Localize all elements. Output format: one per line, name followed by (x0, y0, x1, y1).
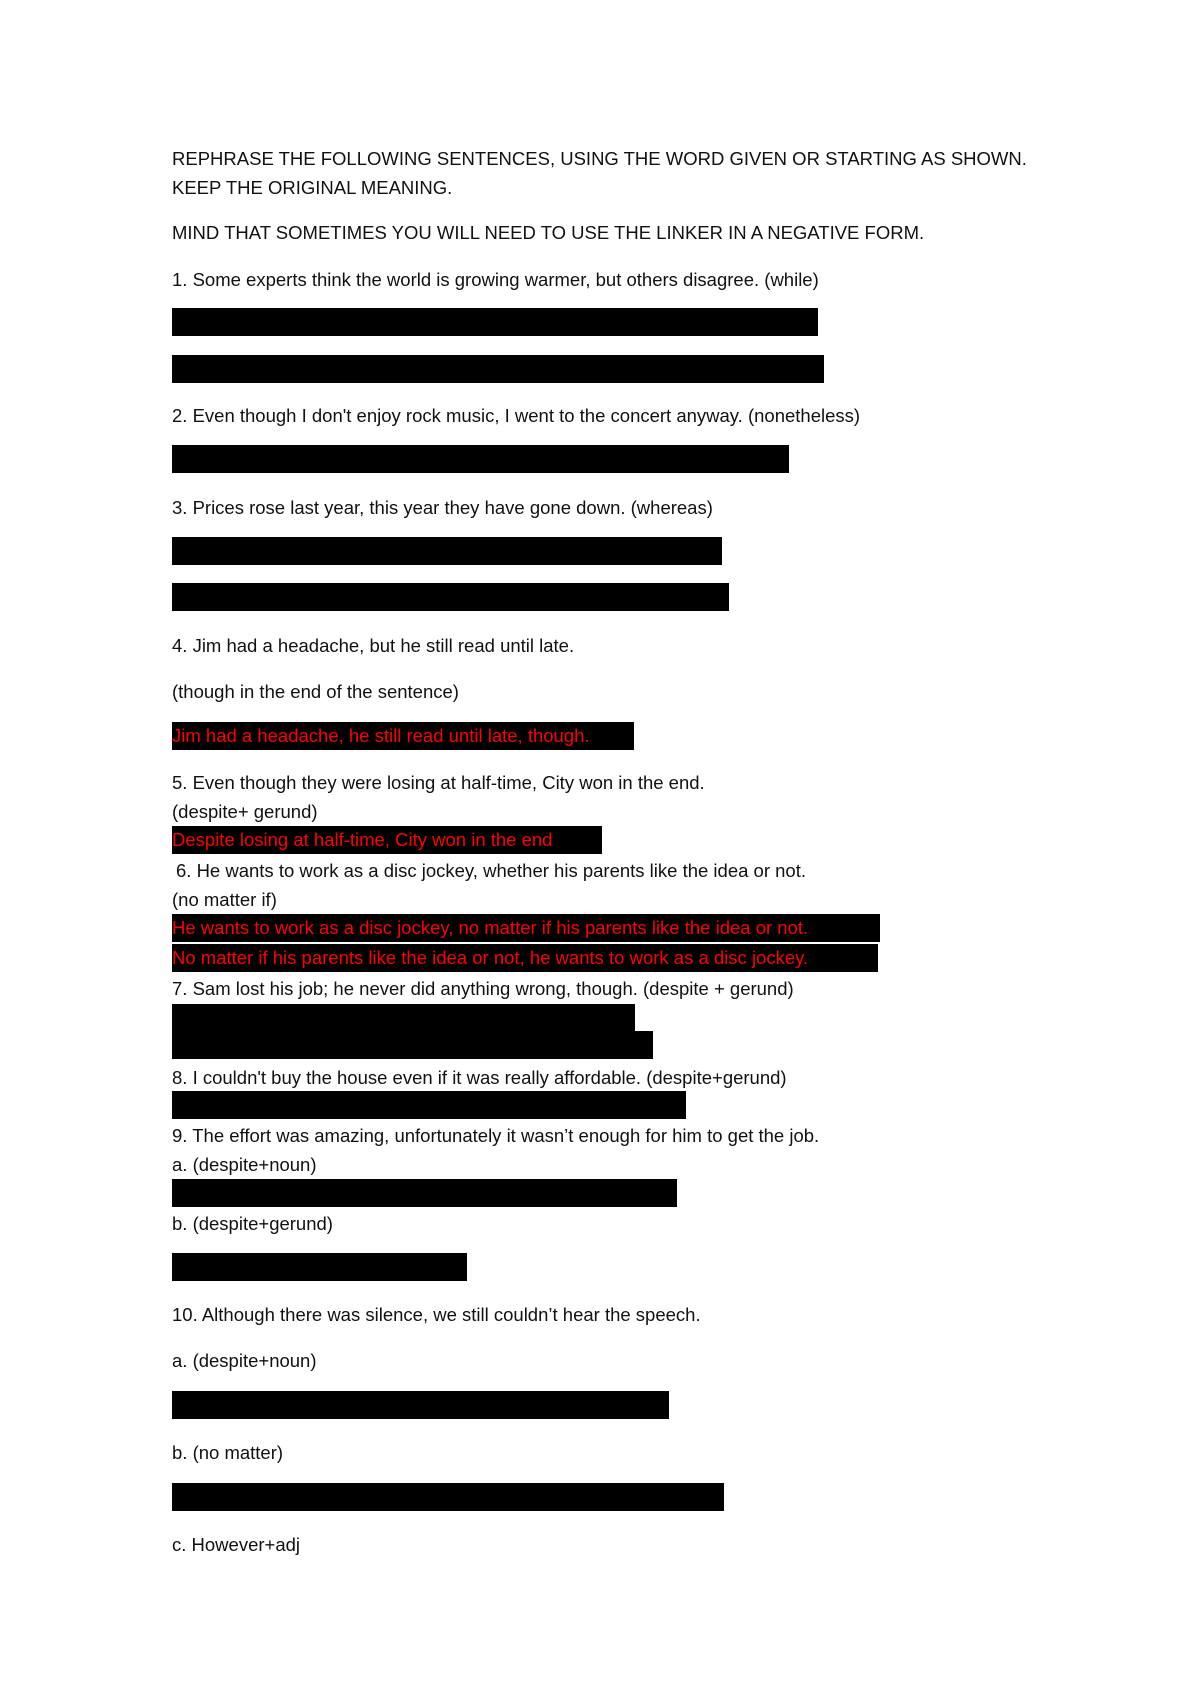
redaction-bar (172, 445, 789, 473)
redaction-bar (172, 1179, 677, 1207)
redaction-bar (172, 1091, 686, 1119)
question-7: 7. Sam lost his job; he never did anything wrong, though. (despite + gerund) (172, 978, 794, 999)
question-10c: c. However+adj (172, 1534, 301, 1555)
instruction-line-1: REPHRASE THE FOLLOWING SENTENCES, USING THE WORD GIVEN OR STARTING AS SHOWN. (172, 148, 1027, 169)
question-2: 2. Even though I don't enjoy rock music, I went to the concert anyway. (nonetheless) (172, 405, 861, 426)
question-8: 8. I couldn't buy the house even if it was really affordable. (despite+gerund) (172, 1067, 787, 1088)
redaction-bar (172, 308, 818, 336)
question-5-hint: (despite+ gerund) (172, 801, 318, 822)
question-3: 3. Prices rose last year, this year they have gone down. (whereas) (172, 497, 713, 518)
question-5: 5. Even though they were losing at half-time, City won in the end. (172, 772, 705, 793)
answer-4: Jim had a headache, he still read until late, though. (172, 722, 634, 750)
redaction-bar (172, 1004, 635, 1032)
redaction-bar (172, 1031, 653, 1059)
redaction-bar (172, 1483, 724, 1511)
question-10b: b. (no matter) (172, 1442, 284, 1463)
question-1: 1. Some experts think the world is growing warmer, but others disagree. (while) (172, 269, 819, 290)
redaction-bar (172, 583, 729, 611)
question-10a: a. (despite+noun) (172, 1350, 317, 1371)
question-9a: a. (despite+noun) (172, 1154, 317, 1175)
question-6: 6. He wants to work as a disc jockey, whether his parents like the idea or not. (176, 860, 806, 881)
answer-5: Despite losing at half-time, City won in the end (172, 826, 602, 854)
answer-6b: No matter if his parents like the idea or not, he wants to work as a disc jockey. (172, 944, 878, 972)
question-6-hint: (no matter if) (172, 889, 277, 910)
answer-6a: He wants to work as a disc jockey, no matter if his parents like the idea or not. (172, 914, 880, 942)
question-4: 4. Jim had a headache, but he still read until late. (172, 635, 575, 656)
question-9: 9. The effort was amazing, unfortunately it wasn’t enough for him to get the job. (172, 1125, 820, 1146)
redaction-bar (172, 1253, 467, 1281)
question-9b: b. (despite+gerund) (172, 1213, 333, 1234)
instruction-line-2: KEEP THE ORIGINAL MEANING. (172, 177, 453, 198)
redaction-bar (172, 537, 722, 565)
instruction-line-3: MIND THAT SOMETIMES YOU WILL NEED TO USE THE LINKER IN A NEGATIVE FORM. (172, 222, 925, 243)
question-4-hint: (though in the end of the sentence) (172, 681, 459, 702)
redaction-bar (172, 355, 824, 383)
question-10: 10. Although there was silence, we still couldn’t hear the speech. (172, 1304, 701, 1325)
redaction-bar (172, 1391, 669, 1419)
